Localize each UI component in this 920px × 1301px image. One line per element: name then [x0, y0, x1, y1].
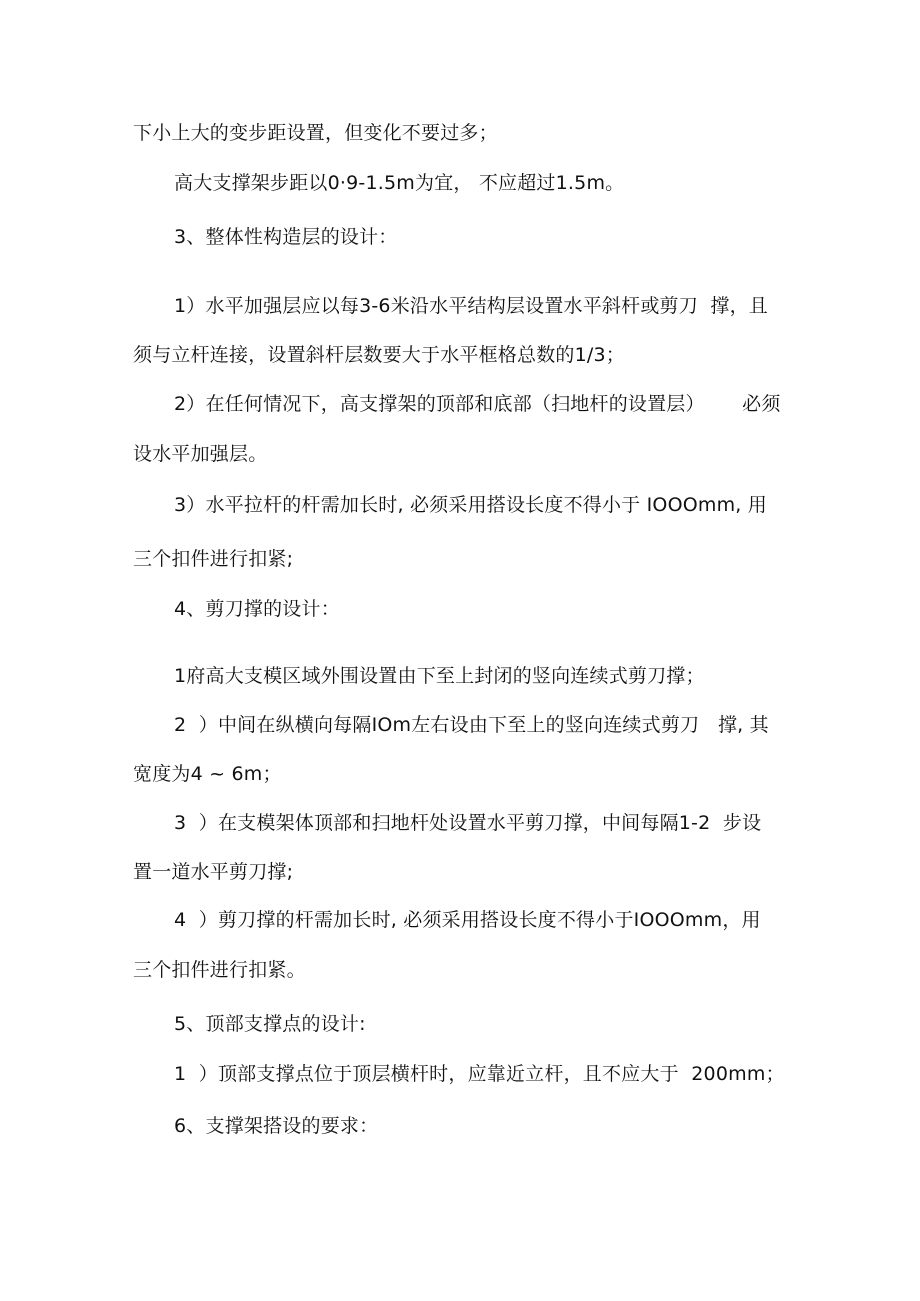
section-heading-6: 6、支撑架搭设的要求： [174, 1115, 379, 1137]
text-line-6: 2）在任何情况下，高支撑架的顶部和底部（扫地杆的设置层） 必须 [174, 393, 781, 415]
text-line-8: 3）水平拉杆的杆需加长时, 必须采用搭设长度不得小于 IOOOmm, 用 [174, 494, 767, 516]
text-line-13: 宽度为4 ~ 6m； [133, 763, 282, 785]
text-line-17: 三个扣件进行扣紧。 [133, 959, 306, 981]
text-line-7: 设水平加强层。 [133, 443, 268, 465]
text-line-2: 高大支撑架步距以0·9-1.5m为宜， 不应超过1.5m。 [174, 172, 625, 194]
text-line-11: 1府高大支模区域外围设置由下至上封闭的竖向连续式剪刀撑； [174, 665, 705, 687]
text-line-9: 三个扣件进行扣紧; [133, 548, 294, 570]
text-line-19: 1 ）顶部支撑点位于顶层横杆时，应靠近立杆，且不应大于 200mm； [174, 1063, 785, 1085]
text-line-14: 3 ）在支模架体顶部和扫地杆处设置水平剪刀撑，中间每隔1-2 步设 [174, 812, 762, 834]
section-heading-4: 4、剪刀撑的设计： [174, 598, 340, 620]
section-heading-3: 3、整体性构造层的设计： [174, 226, 398, 248]
text-line-15: 置一道水平剪刀撑; [133, 861, 294, 883]
text-line-4: 1）水平加强层应以每3-6米沿水平结构层设置水平斜杆或剪刀 撑，且 [174, 295, 769, 317]
section-heading-5: 5、顶部支撑点的设计: [174, 1013, 366, 1035]
text-line-5: 须与立杆连接，设置斜杆层数要大于水平框格总数的1/3； [133, 344, 625, 366]
text-line-1: 下小上大的变步距设置，但变化不要过多； [133, 122, 498, 144]
text-line-16: 4 ）剪刀撑的杆需加长时, 必须采用搭设长度不得小于IOOOmm，用 [174, 909, 761, 931]
text-line-12: 2 ）中间在纵横向每隔IOm左右设由下至上的竖向连续式剪刀 撑, 其 [174, 714, 769, 736]
